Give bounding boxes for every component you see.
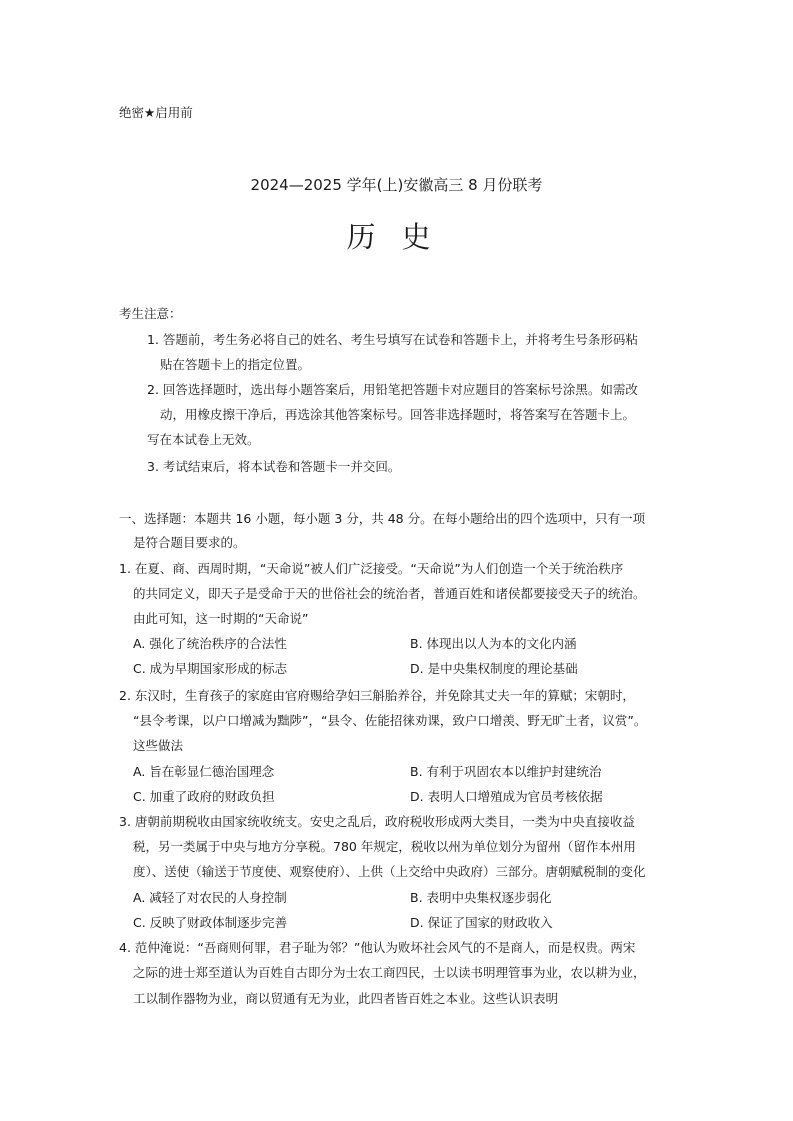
question-1-option-a[interactable]: A. 强化了统治秩序的合法性 (133, 636, 287, 651)
exam-title: 2024—2025 学年(上)安徽高三 8 月份联考 (250, 176, 543, 194)
question-2-option-a[interactable]: A. 旨在彰显仁德治国理念 (133, 764, 275, 779)
question-3-option-b[interactable]: B. 表明中央集权逐步弱化 (410, 890, 552, 905)
question-3-option-c[interactable]: C. 反映了财政体制逐步完善 (133, 915, 288, 930)
notice-line: 3. 考试结束后，将本试卷和答题卡一并交回。 (147, 459, 401, 474)
section-heading-cont: 是符合题目要求的。 (133, 535, 246, 550)
question-3-stem: 税，另一类属于中央与地方分享税。780 年规定，税收以州为单位划分为留州（留作本州用 (133, 839, 636, 854)
question-2-stem: 2. 东汉时，生育孩子的家庭由官府赐给孕妇三斛胎养谷，并免除其丈夫一年的算赋；宋朝时， (119, 688, 635, 703)
subject-title: 历史 (346, 220, 457, 254)
question-4-stem: 4. 范仲淹说：“吾商则何罪，君子耻为邻？”他认为败坏社会风气的不是商人，而是权贵。两宋 (119, 940, 636, 955)
question-1-stem: 的共同定义，即天子是受命于天的世俗社会的统治者，普通百姓和诸侯都要接受天子的统治。 (133, 586, 646, 601)
question-2-option-c[interactable]: C. 加重了政府的财政负担 (133, 789, 275, 804)
question-1-option-c[interactable]: C. 成为早期国家形成的标志 (133, 661, 288, 676)
question-4-stem: 之际的进士郑至道认为百姓自古即分为士农工商四民，士以读书明理管事为业，农以耕为业， (133, 965, 646, 980)
notice-line: 动，用橡皮擦干净后，再选涂其他答案标号。回答非选择题时，将答案写在答题卡上。 (160, 407, 636, 422)
question-1-stem: 由此可知，这一时期的“天命说” (133, 611, 309, 626)
confidential-mark: 绝密★启用前 (119, 105, 193, 120)
question-3-option-d[interactable]: D. 保证了国家的财政收入 (410, 915, 553, 930)
notice-line: 贴在答题卡上的指定位置。 (160, 357, 311, 372)
question-2-stem: “县令考课，以户口增减为黜陟”，“县令、佐能招徕劝课，致户口增羡、野无旷土者，议赏”。 (133, 713, 647, 728)
question-1-option-d[interactable]: D. 是中央集权制度的理论基础 (410, 661, 578, 676)
section-heading: 一、选择题：本题共 16 小题，每小题 3 分，共 48 分。在每小题给出的四个选项中，只有一项 (119, 511, 646, 526)
notice-heading: 考生注意： (119, 306, 182, 321)
question-4-stem: 工以制作器物为业，商以贸通有无为业，此四者皆百姓之本业。这些认识表明 (133, 991, 559, 1006)
notice-line: 写在本试卷上无效。 (147, 432, 260, 447)
question-2-option-d[interactable]: D. 表明人口增殖成为官员考核依据 (410, 789, 603, 804)
notice-line: 1. 答题前，考生务必将自己的姓名、考生号填写在试卷和答题卡上，并将考生号条形码粘 (147, 332, 638, 347)
question-3-option-a[interactable]: A. 减轻了对农民的人身控制 (133, 890, 287, 905)
question-2-option-b[interactable]: B. 有利于巩固农本以维护封建统治 (410, 764, 602, 779)
question-1-stem: 1. 在夏、商、西周时期，“天命说”被人们广泛接受。“天命说”为人们创造一个关于统治秩序 (119, 561, 624, 576)
question-2-stem: 这些做法 (133, 738, 184, 753)
question-3-stem: 3. 唐朝前期税收由国家统收统支。安史之乱后，政府税收形成两大类目，一类为中央直接收益 (119, 814, 635, 829)
notice-line: 2. 回答选择题时，选出每小题答案后，用铅笔把答题卡对应题目的答案标号涂黑。如需改 (147, 382, 638, 397)
question-1-option-b[interactable]: B. 体现出以人为本的文化内涵 (410, 636, 577, 651)
question-3-stem: 度）、送使（输送于节度使、观察使府）、上供（上交给中央政府）三部分。唐朝赋税制的变化 (133, 864, 646, 879)
